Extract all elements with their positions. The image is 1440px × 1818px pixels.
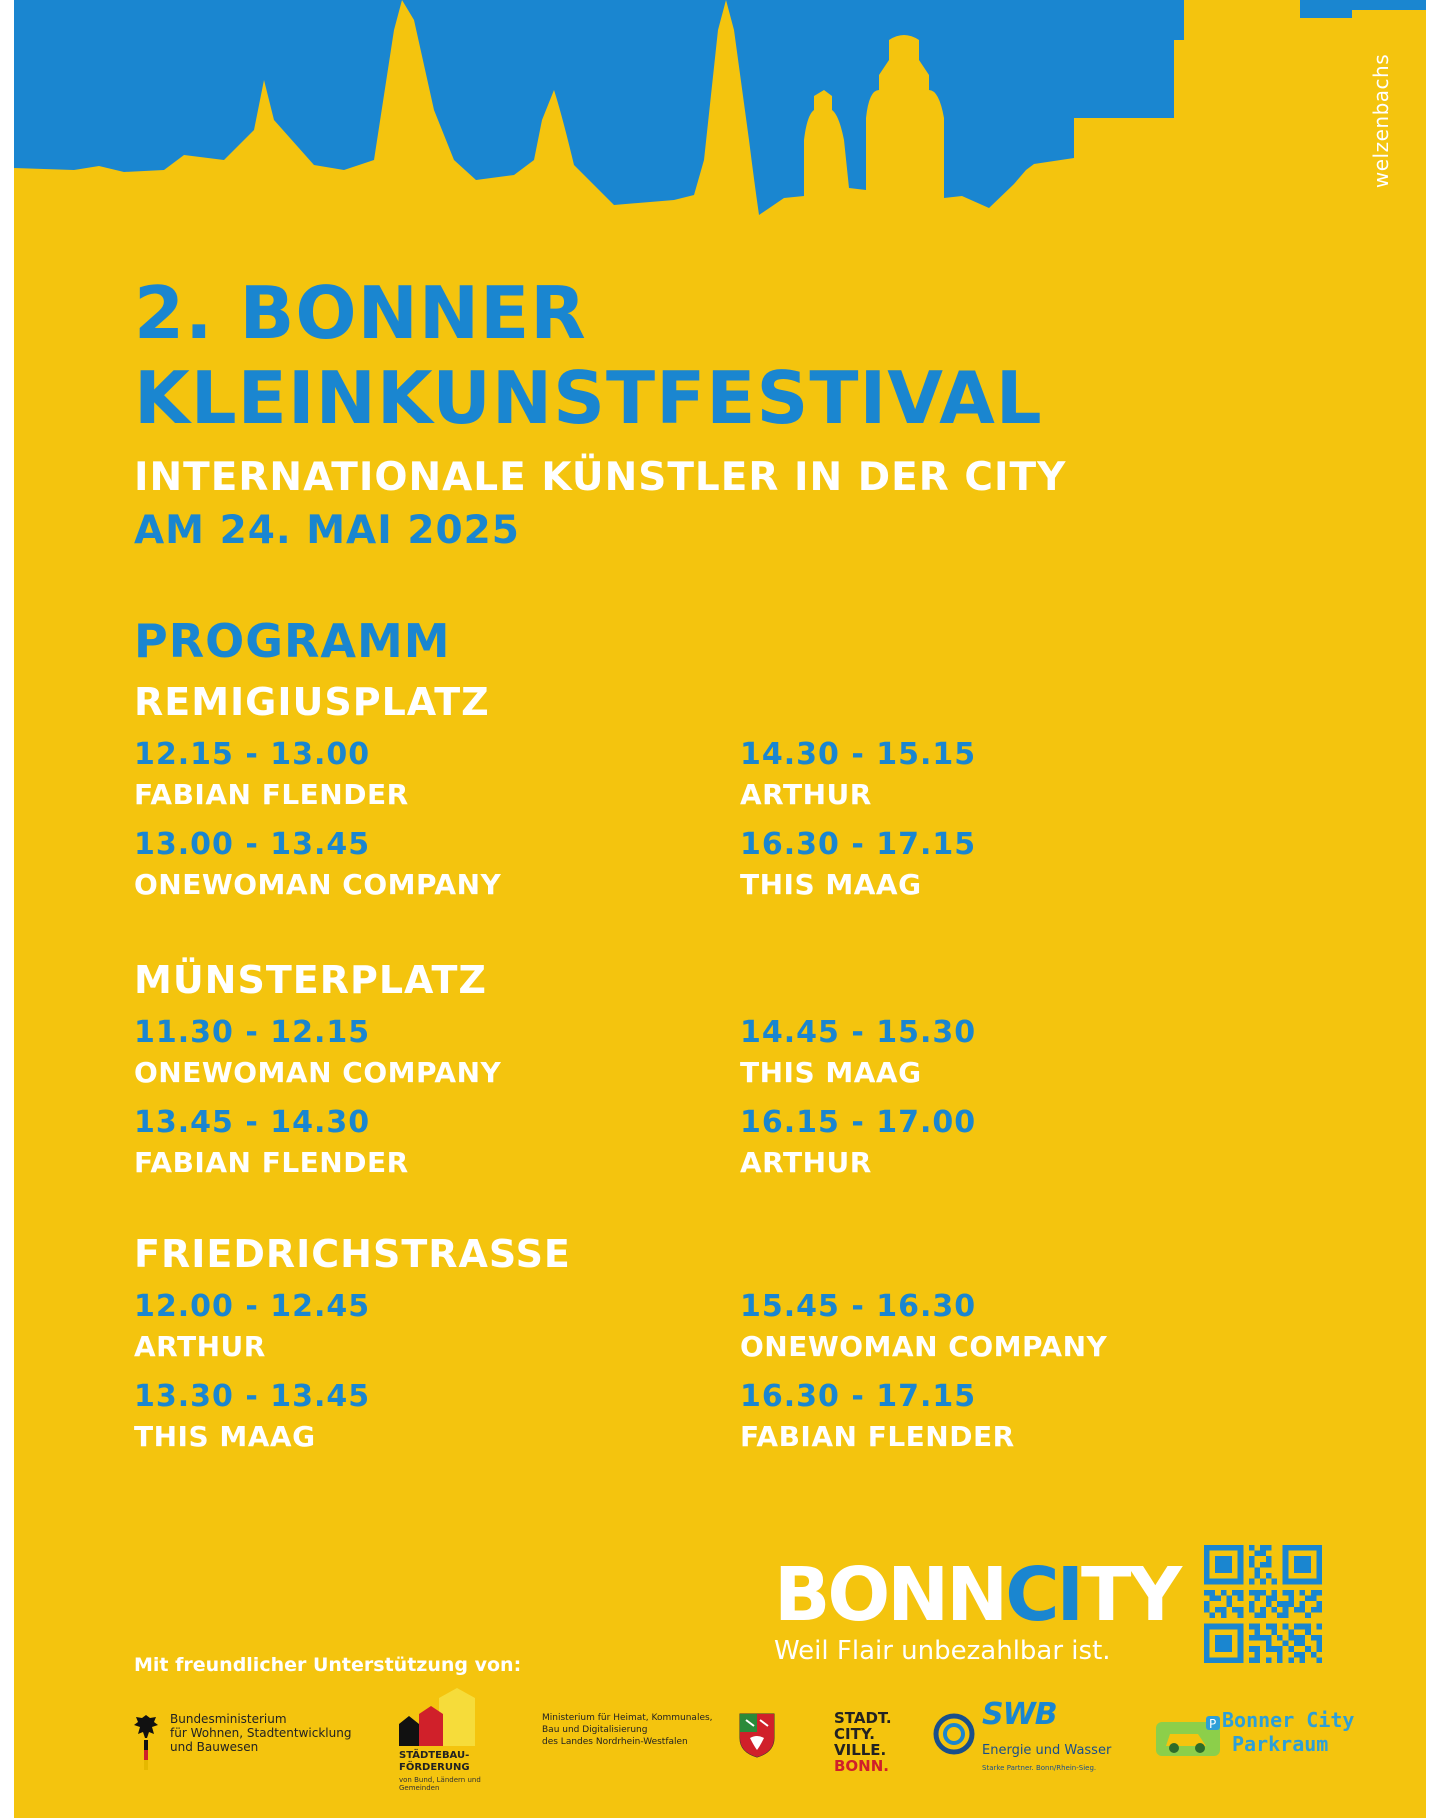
- sponsor-staedtebau-line: STÄDTEBAU-: [399, 1750, 470, 1761]
- slot-artist: ARTHUR: [740, 1146, 872, 1179]
- subtitle: INTERNATIONALE KÜNSTLER IN DER CITY: [134, 455, 1067, 500]
- bonncity-word-b: CI: [1005, 1552, 1082, 1638]
- schedule-slot: [134, 1290, 614, 1364]
- bonncity-logo: [774, 1552, 1180, 1666]
- sponsor-parkraum-logo: [1154, 1708, 1355, 1772]
- support-text: Mit freundlicher Unterstützung von:: [134, 1654, 522, 1676]
- slot-time: 16.30 - 17.15: [740, 1379, 977, 1414]
- venue-heading: FRIEDRICHSTRASSE: [134, 1232, 571, 1276]
- schedule-slot: [134, 738, 614, 812]
- bonncity-slogan: Weil Flair unbezahlbar ist.: [774, 1636, 1111, 1666]
- sponsor-stadt-bonn-logo: [834, 1710, 904, 1790]
- slot-time: 15.45 - 16.30: [740, 1289, 977, 1324]
- sponsor-bmwsb-logo: [132, 1712, 362, 1792]
- slot-artist: THIS MAAG: [740, 1056, 922, 1089]
- sponsor-nrw-logo: [542, 1712, 782, 1772]
- sponsor-swb-line: Energie und Wasser: [982, 1743, 1112, 1758]
- svg-text:P: P: [1209, 1717, 1217, 1731]
- sponsor-stadt-line: CITY.: [834, 1725, 875, 1743]
- slot-artist: THIS MAAG: [134, 1420, 316, 1453]
- slot-artist: ONEWOMAN COMPANY: [134, 868, 502, 901]
- slot-time: 12.15 - 13.00: [134, 737, 371, 772]
- schedule-slot: [740, 1016, 1220, 1090]
- parking-car-icon: [1154, 1716, 1222, 1762]
- title-line-1: 2. BONNER: [134, 271, 587, 355]
- sponsor-parkraum-line: Parkraum: [1232, 1732, 1329, 1756]
- bonncity-word-a: BONN: [774, 1552, 1006, 1638]
- sponsor-stadt-line: STADT.: [834, 1709, 892, 1727]
- sponsor-nrw-line: Ministerium für Heimat, Kommunales,: [542, 1713, 713, 1723]
- federal-eagle-icon: [132, 1712, 160, 1774]
- sponsor-stadt-line: BONN.: [834, 1757, 889, 1775]
- qr-code[interactable]: [1204, 1545, 1322, 1663]
- sponsor-bmwsb-line: und Bauwesen: [170, 1740, 259, 1754]
- schedule-slot: [134, 828, 614, 902]
- venue-heading: MÜNSTERPLATZ: [134, 958, 487, 1002]
- sponsor-staedtebau-small: [399, 1776, 481, 1792]
- sponsor-bmwsb-text: [170, 1712, 351, 1754]
- slot-time: 13.00 - 13.45: [134, 827, 371, 862]
- sponsor-swb-logo: [932, 1697, 1112, 1782]
- slot-time: 13.45 - 14.30: [134, 1105, 371, 1140]
- schedule-slot: [740, 828, 1220, 902]
- bonncity-word-c: TY: [1081, 1552, 1180, 1638]
- brand-text: welzenbachs: [1369, 53, 1393, 189]
- sponsor-bmwsb-line: Bundesministerium: [170, 1712, 287, 1726]
- sponsor-swb-name: SWB: [982, 1697, 1057, 1732]
- schedule-slot: [740, 738, 1220, 812]
- nrw-coat-of-arms-icon: [738, 1712, 776, 1758]
- sponsor-staedtebau-logo: [399, 1688, 489, 1798]
- slot-time: 14.30 - 15.15: [740, 737, 977, 772]
- houses-icon: [399, 1688, 479, 1746]
- sponsor-nrw-text: [542, 1712, 713, 1748]
- sponsor-staedtebau-text: [399, 1750, 470, 1774]
- sponsor-staedtebau-line: FÖRDERUNG: [399, 1762, 470, 1773]
- bonncity-wordmark: [774, 1552, 1180, 1638]
- slot-artist: FABIAN FLENDER: [134, 1146, 409, 1179]
- slot-artist: ARTHUR: [134, 1330, 266, 1363]
- sponsor-bmwsb-line: für Wohnen, Stadtentwicklung: [170, 1726, 352, 1740]
- sponsor-staedtebau-small-line: von Bund, Ländern und: [399, 1776, 481, 1784]
- schedule-slot: [740, 1290, 1220, 1364]
- schedule-slot: [134, 1106, 614, 1180]
- sponsor-stadt-line: VILLE.: [834, 1741, 887, 1759]
- schedule-slot: [134, 1016, 614, 1090]
- schedule-slot: [134, 1380, 614, 1454]
- slot-artist: ONEWOMAN COMPANY: [740, 1330, 1108, 1363]
- poster: [14, 0, 1426, 1818]
- slot-time: 13.30 - 13.45: [134, 1379, 371, 1414]
- slot-time: 14.45 - 15.30: [740, 1015, 977, 1050]
- brand-welzenbachs: [1366, 36, 1396, 206]
- swb-ring-icon: [932, 1712, 976, 1756]
- schedule-slot: [740, 1380, 1220, 1454]
- event-date: AM 24. MAI 2025: [134, 508, 520, 553]
- slot-time: 11.30 - 12.15: [134, 1015, 371, 1050]
- slot-time: 16.30 - 17.15: [740, 827, 977, 862]
- slot-artist: THIS MAAG: [740, 868, 922, 901]
- sponsor-swb-tagline: Starke Partner. Bonn/Rhein-Sieg.: [982, 1764, 1097, 1772]
- slot-artist: ONEWOMAN COMPANY: [134, 1056, 502, 1089]
- program-heading: PROGRAMM: [134, 614, 451, 668]
- sponsor-parkraum-line: Bonner City: [1222, 1708, 1355, 1732]
- venue-heading: REMIGIUSPLATZ: [134, 680, 490, 724]
- slot-time: 12.00 - 12.45: [134, 1289, 371, 1324]
- title-line-2: KLEINKUNSTFESTIVAL: [134, 356, 1043, 440]
- slot-time: 16.15 - 17.00: [740, 1105, 977, 1140]
- sponsor-staedtebau-small-line: Gemeinden: [399, 1784, 440, 1792]
- sponsor-nrw-line: des Landes Nordrhein-Westfalen: [542, 1737, 688, 1747]
- slot-artist: FABIAN FLENDER: [134, 778, 409, 811]
- city-skyline-graphic: [14, 0, 1426, 230]
- slot-artist: ARTHUR: [740, 778, 872, 811]
- schedule-slot: [740, 1106, 1220, 1180]
- sponsor-nrw-line: Bau und Digitalisierung: [542, 1725, 648, 1735]
- slot-artist: FABIAN FLENDER: [740, 1420, 1015, 1453]
